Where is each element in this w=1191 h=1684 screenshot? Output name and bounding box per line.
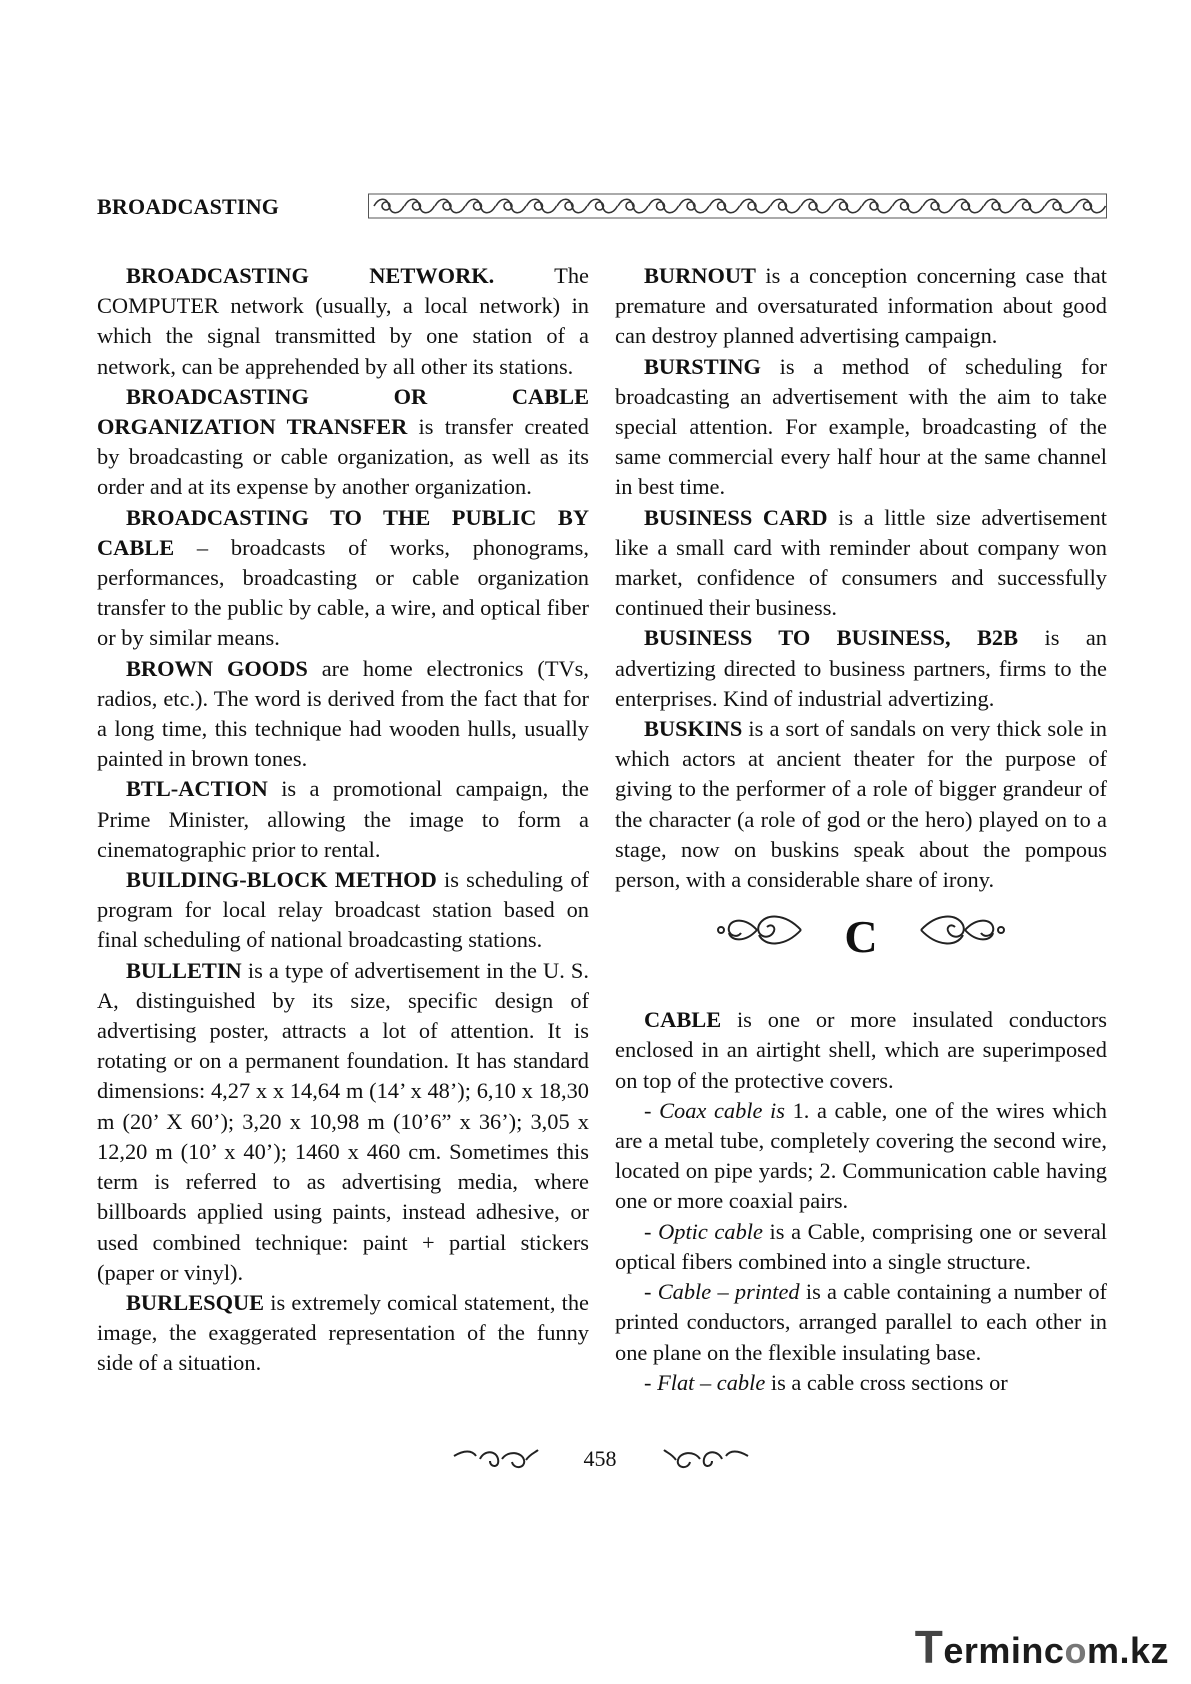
watermark-domain: m.kz xyxy=(1086,1630,1169,1671)
ornament-motif xyxy=(710,199,740,213)
ornament-motif xyxy=(649,199,679,213)
dictionary-entry xyxy=(97,654,589,775)
sub-entry-definition: is a cable cross sections or xyxy=(765,1369,1008,1395)
entry-term: CABLE xyxy=(644,1007,722,1033)
ornament-motif xyxy=(1015,199,1045,213)
left-column xyxy=(97,261,589,1379)
section-letter: C xyxy=(844,911,878,963)
dictionary-entry xyxy=(97,503,589,654)
ornament-motif xyxy=(771,199,801,213)
entry-term: BROADCASTING NETWORK. xyxy=(126,263,495,288)
ornament-motif xyxy=(618,199,648,213)
entry-definition: is transfer created by broadcasting or cable organization, as well as its order and at its expense by another organization. xyxy=(97,414,589,500)
ornament-band xyxy=(368,192,1107,220)
dictionary-entry xyxy=(97,382,589,503)
entry-term: BROWN GOODS xyxy=(126,655,308,681)
ornament-motif xyxy=(435,199,465,213)
watermark-text: erminc xyxy=(943,1630,1065,1671)
dictionary-entry xyxy=(97,865,589,956)
entry-term: BTL-ACTION xyxy=(126,776,268,802)
page-number: 458 xyxy=(583,1446,617,1471)
dictionary-entry xyxy=(615,1005,1107,1096)
sub-entry xyxy=(615,1096,1107,1217)
ornament-motif xyxy=(801,199,831,213)
sub-entry-dash: - xyxy=(644,1097,660,1123)
dictionary-entry xyxy=(97,956,589,1288)
entry-definition: is scheduling of program for local relay broadcast station based on final scheduling of national broadcasting stations. xyxy=(97,867,589,953)
ornament-motif xyxy=(1076,199,1106,213)
ornament-motif xyxy=(496,199,526,213)
ornament-motif xyxy=(466,199,496,213)
ornament-motif xyxy=(405,199,435,213)
entry-definition: – broadcasts of works, phonograms, performances, broadcasting or cable organization transfer to the public by cable, a wire, and optical fiber or by similar means. xyxy=(97,534,589,651)
entry-term: BULLETIN xyxy=(126,957,242,983)
sub-entry xyxy=(615,1368,1107,1398)
entry-term: BUSINESS CARD xyxy=(644,504,828,530)
ornament-motif xyxy=(374,199,404,213)
dictionary-entry xyxy=(615,623,1107,714)
ornament-motif xyxy=(862,199,892,213)
sub-entry-dash: - xyxy=(644,1279,658,1305)
dictionary-entry xyxy=(97,774,589,865)
entry-term: BUSINESS TO BUSINESS, B2B xyxy=(644,625,1019,651)
ornament-motif xyxy=(832,199,862,213)
entry-term: BROADCASTING TO THE PUBLIC BY CABLE xyxy=(97,504,589,560)
ornament-motif xyxy=(557,199,587,213)
dictionary-entry xyxy=(615,261,1107,352)
ornament-motif xyxy=(954,199,984,213)
entry-definition: is one or more insulated conductors enclosed in an airtight shell, which are superimposed on top of the protective covers. xyxy=(615,1007,1107,1093)
entry-term: BROADCASTING OR CABLE ORGANIZATION TRANSFER xyxy=(97,383,589,440)
sub-entry xyxy=(615,1217,1107,1277)
dictionary-entry xyxy=(615,503,1107,624)
ornament-motif xyxy=(527,199,557,213)
sub-entry-dash: - xyxy=(644,1369,658,1395)
sub-entry-term: Cable – printed xyxy=(657,1279,800,1305)
right-flourish-icon xyxy=(917,905,1007,955)
entry-definition: is a conception concerning case that premature and oversaturated information about good can destroy planned advertising campaign. xyxy=(615,263,1107,349)
dictionary-entry xyxy=(97,261,589,382)
ornament-motif xyxy=(893,199,923,213)
running-title: BROADCASTING xyxy=(97,194,280,219)
entry-definition: is a method of scheduling for broadcasting an advertisement with the aim to take special attention. For example, broadcasting of the same commercial every half hour at the same channel in best time. xyxy=(615,353,1107,500)
ornament-motif xyxy=(984,199,1014,213)
entry-definition: The COMPUTER network (usually, a local network) in which the signal transmitted by one station of a network, can be apprehended by all other its stations. xyxy=(97,263,589,379)
entry-term: BURNOUT xyxy=(644,263,756,288)
sub-entry-term: Optic cable xyxy=(658,1218,763,1244)
ornament-motif xyxy=(588,199,618,213)
right-column xyxy=(615,261,1107,1398)
sub-entry-term: Coax cable is xyxy=(659,1097,785,1123)
sub-entry-definition: is a cable containing a number of printed conductors, arranged parallel to each other in one plane on the flexible insulating base. xyxy=(615,1279,1107,1365)
entry-term: BURSTING xyxy=(644,353,761,379)
site-watermark xyxy=(915,1620,1169,1674)
footer-right-flourish-icon xyxy=(662,1446,752,1472)
sub-entry xyxy=(615,1277,1107,1368)
entry-term: BUILDING-BLOCK METHOD xyxy=(126,867,437,893)
sub-entry-dash: - xyxy=(644,1218,659,1244)
entry-definition: is a little size advertisement like a small card with reminder about company won market, confidence of consumers and successfully continued their business. xyxy=(615,504,1107,621)
entry-definition: are home electronics (TVs, radios, etc.). The word is derived from the fact that for a long time, this technique had wooden hulls, usually painted in brown tones. xyxy=(97,655,589,772)
watermark-magnifier-icon: o xyxy=(1064,1630,1087,1671)
sub-entry-definition: is a Cable, comprising one or several optical fibers combined into a single structure. xyxy=(615,1218,1107,1274)
ornament-motif xyxy=(679,199,709,213)
dictionary-entry xyxy=(615,714,1107,895)
page-header xyxy=(97,190,1107,226)
entry-definition: is a promotional campaign, the Prime Minister, allowing the image to form a cinematographic prior to rental. xyxy=(97,776,589,862)
entry-definition: is extremely comical statement, the image, the exaggerated representation of the funny side of a situation. xyxy=(97,1289,589,1376)
page-footer xyxy=(400,1440,800,1480)
watermark-initial: T xyxy=(914,1621,944,1673)
sub-entry-term: Flat – cable xyxy=(657,1369,766,1395)
dictionary-entry xyxy=(97,1288,589,1379)
ornament-motif xyxy=(923,199,953,213)
entry-definition: is an advertizing directed to business partners, firms to the enterprises. Kind of industrial advertizing. xyxy=(615,625,1107,711)
entry-term: BURLESQUE xyxy=(126,1289,265,1315)
entry-definition: is a sort of sandals on very thick sole in which actors at ancient theater for the purpose of giving to the performer of a role of bigger grandeur of the character (a role of god or the hero) played on to a stage, now on buskins speak about the pompous person, with a considerable share of irony. xyxy=(615,716,1107,893)
dictionary-entry xyxy=(615,352,1107,503)
entry-definition: is a type of advertisement in the U. S. A, distinguished by its size, specific design of advertising poster, attracts a lot of attention. It is rotating or on a permanent foundation. It has standard dimensions: 4,27 x x 14,64 m (14’ x 48’); 6,10 x 18,30 m (20’ X 60’); 3,20 x 10,98 m (10’6” x 36’); 3,05 x 12,20 m (10’ x 40’); 1460 x 460 cm. Sometimes this term is referred to as advertising media, where billboards applied using paints, instead adhesive, or used combined technique: paint + partial stickers (paper or vinyl). xyxy=(97,957,589,1285)
section-letter-heading xyxy=(615,901,1107,985)
ornament-motif xyxy=(740,199,770,213)
entry-term: BUSKINS xyxy=(644,716,743,742)
ornament-motif xyxy=(1045,199,1075,213)
sub-entry-definition: 1. a cable, one of the wires which are a metal tube, completely covering the second wire, located on pipe yards; 2. Communication cable having one or more coaxial pairs. xyxy=(615,1097,1107,1214)
